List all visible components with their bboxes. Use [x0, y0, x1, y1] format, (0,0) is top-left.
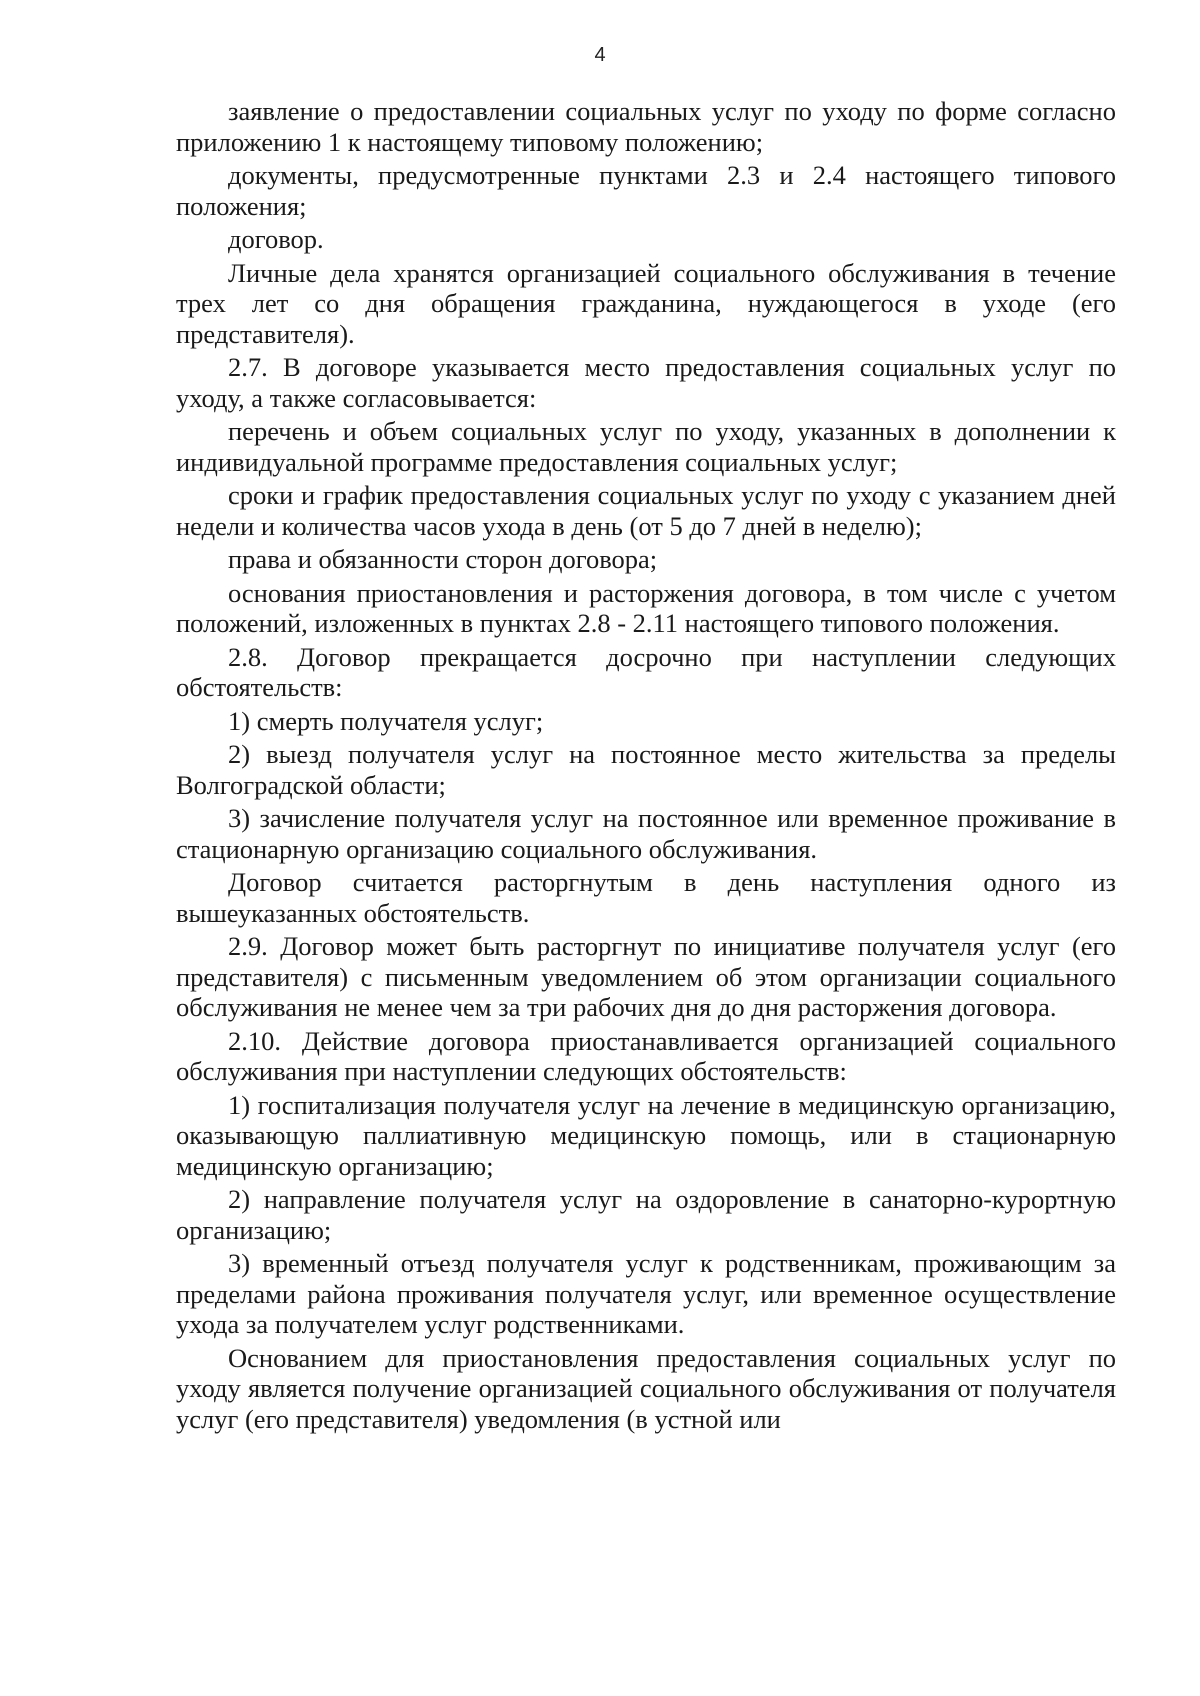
- paragraph: 2) выезд получателя услуг на постоянное место жительства за пределы Волгоградской области;: [176, 739, 1116, 800]
- paragraph: договор.: [228, 224, 324, 254]
- paragraph: Основанием для приостановления предоставления социальных услуг по уходу является получение организацией социального обслуживания от получателя услуг (его представителя) уведомления (в устной или: [176, 1342, 1116, 1434]
- paragraph: 2.10. Действие договора приостанавливается организацией социального обслуживания при наступлении следующих обстоятельств:: [176, 1025, 1116, 1086]
- paragraph: основания приостановления и расторжения договора, в том числе с учетом положений, изложенных в пунктах 2.8 - 2.11 настоящего типового положения.: [176, 577, 1116, 638]
- paragraph: 2) направление получателя услуг на оздоровление в санаторно-курортную организацию;: [176, 1184, 1116, 1245]
- paragraph: 3) временный отъезд получателя услуг к родственникам, проживающим за пределами района проживания получателя услуг, или временное осуществление ухода за получателем услуг родственниками.: [176, 1248, 1116, 1339]
- paragraph: перечень и объем социальных услуг по уходу, указанных в дополнении к индивидуальной программе предоставления социальных услуг;: [176, 416, 1116, 477]
- paragraph: 1) госпитализация получателя услуг на лечение в медицинскую организацию, оказывающую паллиативную медицинскую помощь, или в стационарную медицинскую организацию;: [176, 1089, 1116, 1181]
- paragraph: 3) зачисление получателя услуг на постоянное или временное проживание в стационарную организацию социального обслуживания.: [176, 803, 1116, 864]
- paragraph: 2.9. Договор может быть расторгнут по инициативе получателя услуг (его представителя) с письменным уведомлением об этом организации социального обслуживания не менее чем за три рабочих дня до дня расторжения договора.: [176, 931, 1116, 1022]
- paragraph: Договор считается расторгнутым в день наступления одного из вышеуказанных обстоятельств.: [176, 867, 1116, 928]
- paragraph: сроки и график предоставления социальных услуг по уходу с указанием дней недели и количества часов ухода в день (от 5 до 7 дней в неделю);: [176, 480, 1116, 541]
- document-body: [176, 96, 1116, 1437]
- paragraph: 2.8. Договор прекращается досрочно при наступлении следующих обстоятельств:: [176, 641, 1116, 702]
- page-number: 4: [594, 44, 606, 66]
- paragraph: 1) смерть получателя услуг;: [228, 705, 544, 736]
- paragraph: 2.7. В договоре указывается место предоставления социальных услуг по уходу, а также согласовывается:: [176, 352, 1116, 413]
- paragraph: права и обязанности сторон договора;: [228, 544, 658, 574]
- paragraph: документы, предусмотренные пунктами 2.3 и 2.4 настоящего типового положения;: [176, 160, 1116, 221]
- paragraph: заявление о предоставлении социальных услуг по уходу по форме согласно приложению 1 к настоящему типовому положению;: [176, 96, 1116, 157]
- paragraph: Личные дела хранятся организацией социального обслуживания в течение трех лет со дня обращения гражданина, нуждающегося в уходе (его представителя).: [176, 257, 1116, 349]
